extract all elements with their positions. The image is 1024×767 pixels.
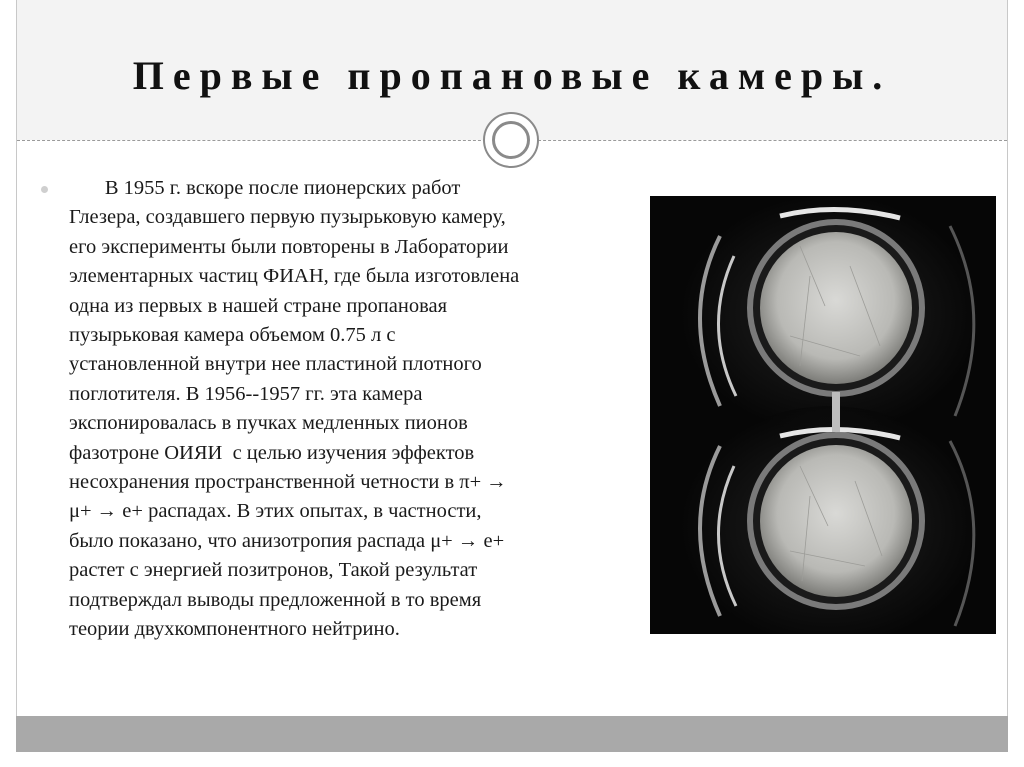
paragraph-line: Глезера, создавшего первую пузырьковую камеру, [69, 206, 506, 229]
paragraph-line: теории двухкомпонентного нейтрино. [69, 618, 400, 641]
slide [16, 0, 1008, 752]
paragraph-line: установленной внутри нее пластиной плотного [69, 353, 482, 376]
paragraph-line: μ+ → e+ распадах. В этих опытах, в частности, [69, 500, 482, 523]
paragraph-line: подтверждал выводы предложенной в то время [69, 588, 482, 611]
paragraph-line: В 1955 г. вскоре после пионерских работ [69, 177, 461, 199]
paragraph-line: поглотителя. В 1956--1957 гг. эта камера [69, 382, 423, 405]
paragraph-line: фазотроне ОИЯИ с целью изучения эффектов [69, 441, 475, 464]
paragraph-line: было показано, что анизотропия распада μ+ → e+ [69, 529, 505, 552]
paragraph-line: одна из первых в нашей стране пропановая [69, 294, 448, 317]
bullet-dot-icon [41, 186, 48, 193]
slide-title: Первые пропановые камеры. [132, 53, 892, 98]
bubble-chamber-photo [650, 196, 996, 634]
bubble-chamber-photo-drawing [650, 196, 996, 634]
paragraph-line: несохранения пространственной четности в π+ → [69, 471, 507, 494]
body-paragraph [69, 174, 649, 645]
divider-ornament-inner-ring [492, 121, 530, 159]
paragraph-line: пузырьковая камера объемом 0.75 л с [69, 324, 396, 347]
paragraph-line: растет с энергией позитронов, Такой результат [69, 559, 478, 582]
paragraph-line: элементарных частиц ФИАН, где была изготовлена [69, 265, 520, 288]
footer-band [16, 716, 1008, 752]
divider-ornament-icon [483, 112, 539, 168]
paragraph-line: его эксперименты были повторены в Лаборатории [69, 235, 509, 258]
paragraph-line: экспонировалась в пучках медленных пионов [69, 412, 468, 435]
